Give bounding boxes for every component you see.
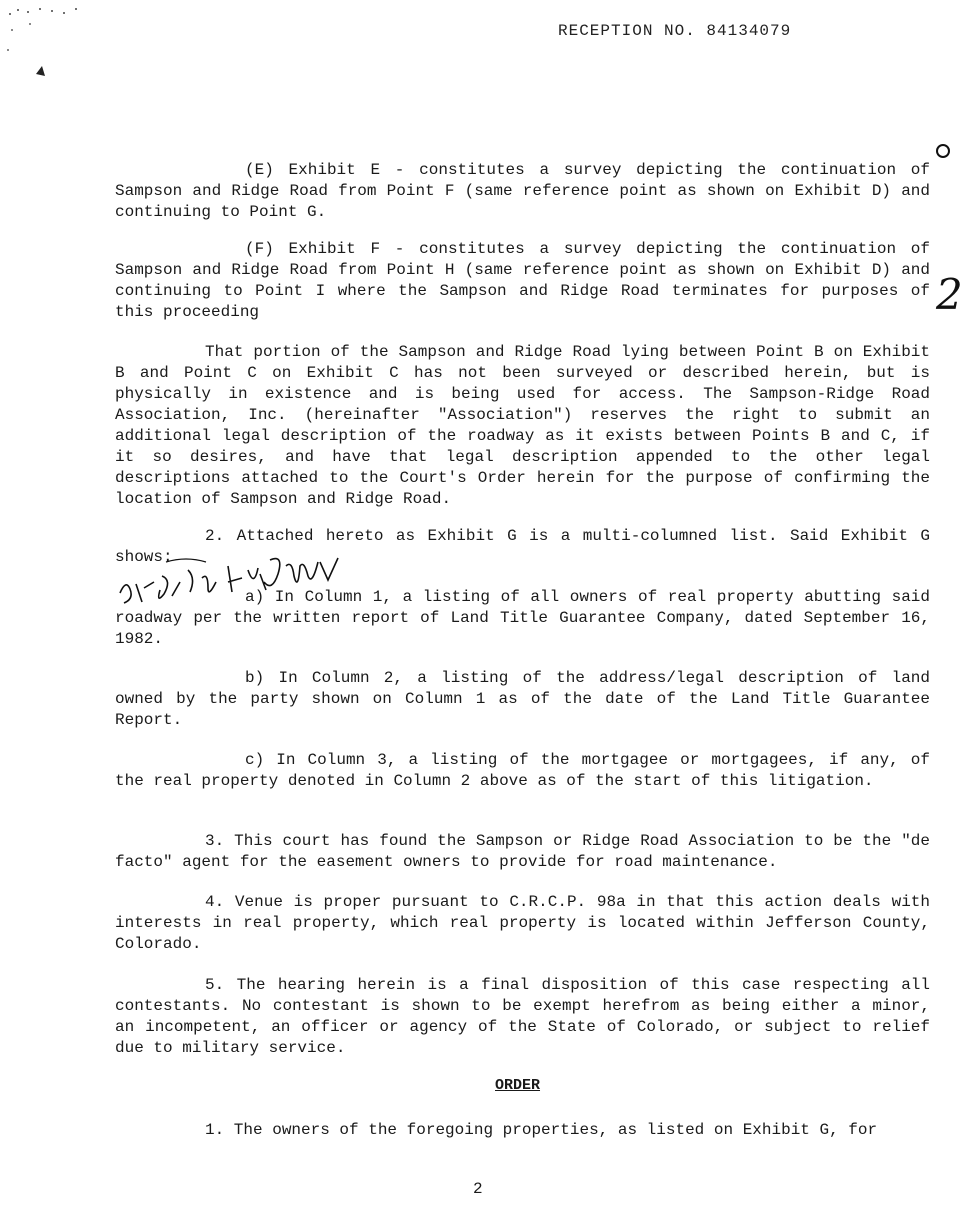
paragraph-item-5: 5. The hearing herein is a final disposition of this case respecting all contestants. No contestant is shown to be exempt herefrom as being either a minor, an incompetent, an officer or agency of the State of Colorado, or subject to relief due to military service. [115,976,930,1057]
page-number: 2 [473,1180,483,1198]
handwritten-margin-number: 2 [936,270,963,319]
scan-artifact-top-left [0,0,90,90]
paragraph-item-2: 2. Attached hereto as Exhibit G is a multi-columned list. Said Exhibit G shows: [115,527,930,566]
paragraph-order-1: 1. The owners of the foregoing properties, as listed on Exhibit G, for [205,1121,878,1139]
paragraph-unsurveyed-portion: That portion of the Sampson and Ridge Road lying between Point B on Exhibit B and Point C on Exhibit C has not been surveyed or described herein, but is physically in existence and is being used for access. The Sampson-Ridge Road Association, Inc. (hereinafter "Association") reserves the right to submit an additional legal description of the roadway as it exists between Points B and C, if it so desires, and have that legal description appended to the other legal descriptions attached to the Court's Order herein for the purpose of confirming the location of Sampson and Ridge Road. [115,343,930,508]
order-heading: ORDER [495,1077,541,1094]
paragraph-exhibit-f: (F) Exhibit F - constitutes a survey depicting the continuation of Sampson and Ridge Road from Point H (same reference point as shown on Exhibit D) and continuing to Point I where the Sampson and Ridge Road terminates for purposes of this proceeding [115,240,930,321]
margin-circle-mark [932,140,956,164]
paragraph-item-3: 3. This court has found the Sampson or Ridge Road Association to be the "de facto" agent for the easement owners to provide for road maintenance. [115,832,930,871]
paragraph-item-4: 4. Venue is proper pursuant to C.R.C.P. 98a in that this action deals with interests in real property, which real property is located within Jefferson County, Colorado. [115,893,930,953]
paragraph-item-2a: a) In Column 1, a listing of all owners of real property abutting said roadway per the written report of Land Title Guarantee Company, dated September 16, 1982. [115,588,930,648]
paragraph-item-2b: b) In Column 2, a listing of the address/legal description of land owned by the party shown on Column 1 as of the date of the Land Title Guarantee Report. [115,669,930,729]
paragraph-item-2c: c) In Column 3, a listing of the mortgagee or mortgagees, if any, of the real property denoted in Column 2 above as of the start of this litigation. [115,751,930,790]
reception-number: RECEPTION NO. 84134079 [558,22,792,40]
paragraph-exhibit-e: (E) Exhibit E - constitutes a survey depicting the continuation of Sampson and Ridge Road from Point F (same reference point as shown on Exhibit D) and continuing to Point G. [115,161,930,221]
